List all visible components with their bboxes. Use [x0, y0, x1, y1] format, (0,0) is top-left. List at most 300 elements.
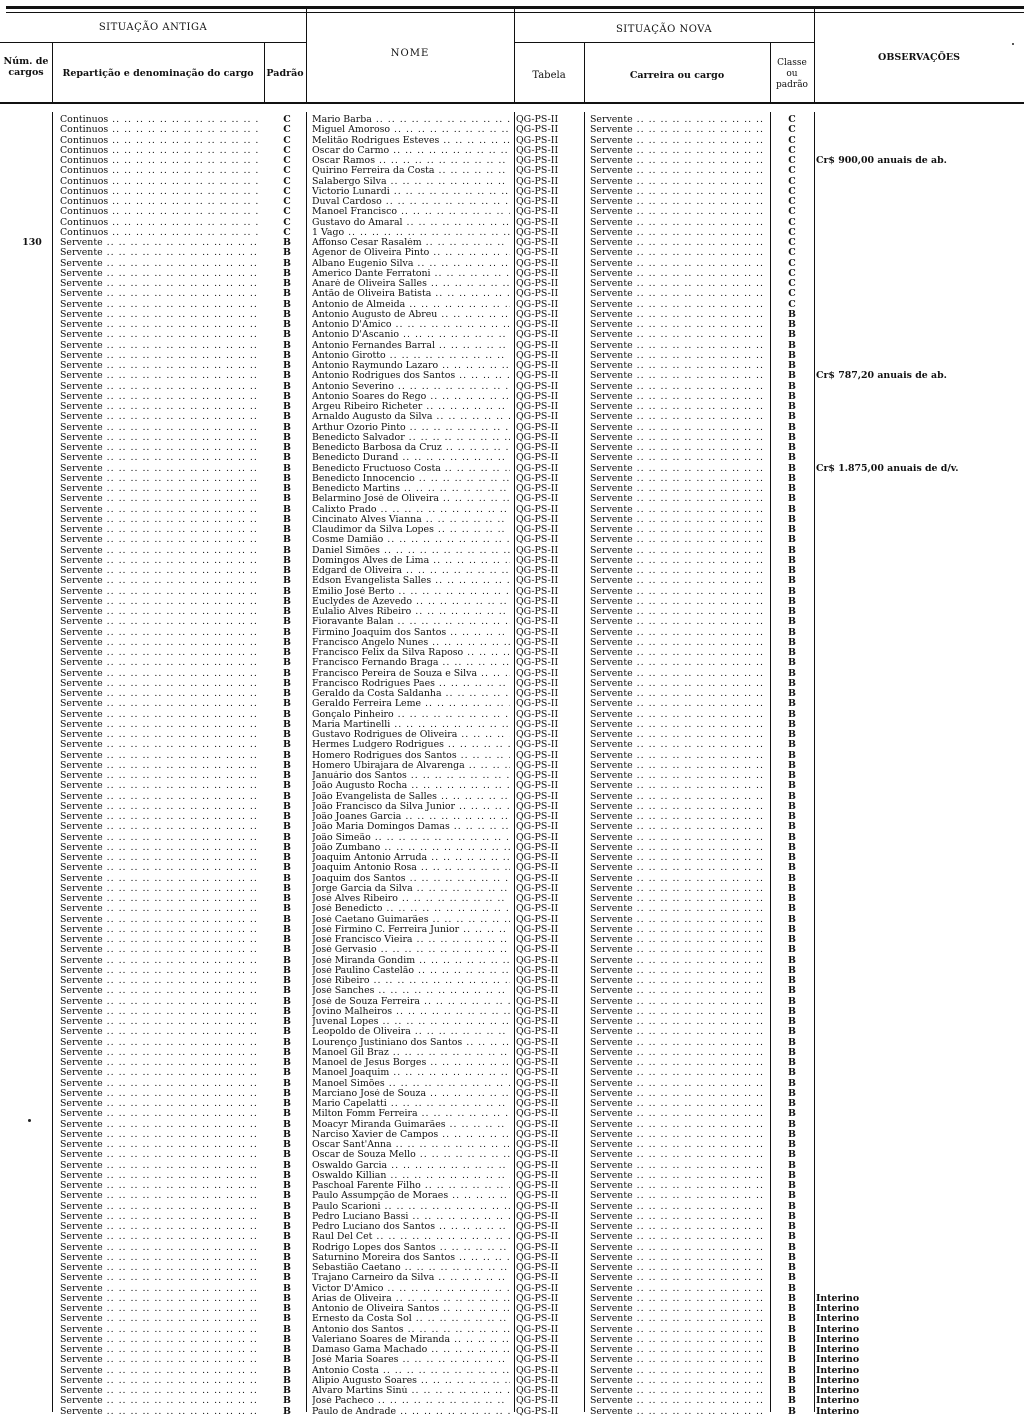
- reparticao-cell: Servente .. ..: [60, 597, 260, 607]
- classe-cell: B: [788, 381, 796, 392]
- nome-cell: João Zumbano .. ..: [312, 843, 510, 853]
- padrao-cell: C: [283, 207, 291, 218]
- padrao-cell: B: [283, 258, 291, 269]
- nome-cell: Francisco Fernando Braga .. ..: [312, 658, 510, 668]
- carreira-cell: Servente .. ..: [590, 187, 768, 197]
- nome-cell: Euclydes de Azevedo .. ..: [312, 597, 510, 607]
- classe-cell: B: [788, 1140, 796, 1150]
- nome-cell: Sebastião Caetano .. ..: [312, 1263, 510, 1273]
- reparticao-cell: Servente .. ..: [60, 382, 260, 392]
- observacao-cell: Interino: [816, 1334, 860, 1345]
- tabela-cell: QG-PS-II: [516, 473, 559, 484]
- table-row: [0, 894, 1032, 904]
- padrao-cell: B: [283, 514, 291, 525]
- reparticao-cell: Servente .. ..: [60, 402, 260, 412]
- tabela-cell: QG-PS-II: [516, 217, 559, 228]
- carreira-cell: Servente .. ..: [590, 976, 768, 986]
- classe-cell: B: [788, 1170, 796, 1181]
- table-row: [0, 1273, 1032, 1283]
- classe-cell: B: [788, 1375, 796, 1386]
- reparticao-cell: Servente .. ..: [60, 884, 260, 894]
- table-row: [0, 1109, 1032, 1119]
- table-row: [0, 259, 1032, 269]
- nome-cell: José Ribeiro .. ..: [312, 976, 510, 986]
- carreira-cell: Servente .. ..: [590, 371, 768, 381]
- carreira-cell: Servente .. ..: [590, 1161, 768, 1171]
- reparticao-cell: Servente .. ..: [60, 1161, 260, 1171]
- carreira-cell: Servente .. ..: [590, 894, 768, 904]
- tabela-cell: QG-PS-II: [516, 402, 559, 412]
- nome-cell: Geraldo Ferreira Leme .. ..: [312, 699, 510, 709]
- tabela-cell: QG-PS-II: [516, 238, 559, 248]
- tabela-cell: QG-PS-II: [516, 596, 559, 607]
- table-row: [0, 1150, 1032, 1160]
- carreira-cell: Servente .. ..: [590, 525, 768, 535]
- padrao-cell: B: [283, 422, 291, 433]
- tabela-cell: QG-PS-II: [516, 781, 559, 792]
- classe-cell: B: [788, 566, 796, 576]
- padrao-cell: B: [283, 945, 291, 956]
- tabela-cell: QG-PS-II: [516, 1140, 559, 1150]
- carreira-cell: Servente .. ..: [590, 1325, 768, 1335]
- table-row: [0, 156, 1032, 166]
- padrao-cell: B: [283, 1068, 291, 1079]
- carreira-cell: Servente .. ..: [590, 259, 768, 269]
- table-row: [0, 1068, 1032, 1078]
- carreira-cell: Servente .. ..: [590, 669, 768, 679]
- nome-cell: Manoel de Jesus Borges .. ..: [312, 1058, 510, 1068]
- header-situacao-antiga: SITUAÇÃO ANTIGA: [98, 22, 208, 33]
- classe-cell: B: [788, 586, 796, 597]
- classe-cell: B: [788, 771, 796, 781]
- table-row: [0, 546, 1032, 556]
- header-divider-left: [0, 42, 306, 43]
- reparticao-cell: Servente .. ..: [60, 361, 260, 371]
- classe-cell: B: [788, 709, 796, 720]
- nome-cell: José Francisco Vieira .. ..: [312, 935, 510, 945]
- observacao-cell: Interino: [816, 1314, 860, 1325]
- tabela-cell: QG-PS-II: [516, 863, 559, 874]
- classe-cell: B: [788, 1150, 796, 1161]
- classe-cell: B: [788, 924, 796, 935]
- table-row: [0, 310, 1032, 320]
- padrao-cell: B: [283, 955, 291, 966]
- tabela-cell: QG-PS-II: [516, 1150, 559, 1161]
- tabela-cell: QG-PS-II: [516, 586, 559, 597]
- tabela-cell: QG-PS-II: [516, 1375, 559, 1386]
- nome-cell: Joaquim Antonio Rosa .. ..: [312, 863, 510, 873]
- nome-cell: Saturnino Moreira dos Santos .. ..: [312, 1253, 510, 1263]
- table-row: [0, 392, 1032, 402]
- padrao-cell: B: [283, 586, 291, 597]
- carreira-cell: Servente .. ..: [590, 597, 768, 607]
- padrao-cell: B: [283, 576, 291, 587]
- observacao-cell: Interino: [816, 1365, 860, 1376]
- reparticao-cell: Servente .. ..: [60, 1386, 260, 1396]
- carreira-cell: Servente .. ..: [590, 474, 768, 484]
- padrao-cell: B: [283, 320, 291, 330]
- nome-cell: Miguel Amoroso .. ..: [312, 125, 510, 135]
- reparticao-cell: Servente .. ..: [60, 822, 260, 832]
- nome-cell: Manoel Gil Braz .. ..: [312, 1048, 510, 1058]
- reparticao-cell: Servente .. ..: [60, 1396, 260, 1406]
- tabela-cell: QG-PS-II: [516, 924, 559, 935]
- nome-cell: José Pacheco .. ..: [312, 1396, 510, 1406]
- nome-cell: João Augusto Rocha .. ..: [312, 781, 510, 791]
- classe-cell: B: [788, 637, 796, 648]
- carreira-cell: Servente .. ..: [590, 751, 768, 761]
- nome-cell: Paulo Assumpção de Moraes .. ..: [312, 1191, 510, 1201]
- tabela-cell: QG-PS-II: [516, 1293, 559, 1304]
- classe-cell: B: [788, 432, 796, 443]
- padrao-cell: B: [283, 1242, 291, 1253]
- carreira-cell: Servente .. ..: [590, 515, 768, 525]
- classe-cell: B: [788, 699, 796, 710]
- nome-cell: José Paulino Castelão .. ..: [312, 966, 510, 976]
- tabela-cell: QG-PS-II: [516, 730, 559, 740]
- table-row: [0, 115, 1032, 125]
- tabela-cell: QG-PS-II: [516, 678, 559, 689]
- reparticao-cell: Servente .. ..: [60, 1273, 260, 1283]
- tabela-cell: QG-PS-II: [516, 176, 559, 187]
- nome-cell: Alipio Augusto Soares .. ..: [312, 1376, 510, 1386]
- table-row: [0, 597, 1032, 607]
- tabela-cell: QG-PS-II: [516, 1232, 559, 1243]
- classe-cell: B: [788, 473, 796, 484]
- table-row: [0, 781, 1032, 791]
- classe-cell: B: [788, 514, 796, 525]
- padrao-cell: B: [283, 658, 291, 669]
- classe-cell: B: [788, 863, 796, 874]
- padrao-cell: B: [283, 719, 291, 730]
- table-header: [0, 8, 1032, 103]
- nome-cell: Joaquim Antonio Arruda .. ..: [312, 853, 510, 863]
- table-row: [0, 833, 1032, 843]
- observacao-cell: Interino: [816, 1304, 860, 1314]
- nome-cell: Francisco Felix da Silva Raposo .. ..: [312, 648, 510, 658]
- reparticao-cell: Servente .. ..: [60, 351, 260, 361]
- nome-cell: João Simeão .. ..: [312, 833, 510, 843]
- reparticao-cell: Servente .. ..: [60, 546, 260, 556]
- nome-cell: Antonio dos Santos .. ..: [312, 1325, 510, 1335]
- reparticao-cell: Servente .. ..: [60, 1294, 260, 1304]
- table-row: [0, 1027, 1032, 1037]
- classe-cell: B: [788, 1283, 796, 1294]
- carreira-cell: Servente .. ..: [590, 423, 768, 433]
- padrao-cell: B: [283, 596, 291, 607]
- carreira-cell: Servente .. ..: [590, 833, 768, 843]
- tabela-cell: QG-PS-II: [516, 1406, 559, 1417]
- table-row: [0, 771, 1032, 781]
- carreira-cell: Servente .. ..: [590, 1345, 768, 1355]
- nome-cell: Ernesto da Costa Sol .. ..: [312, 1314, 510, 1324]
- classe-cell: B: [788, 678, 796, 689]
- tabela-cell: QG-PS-II: [516, 617, 559, 628]
- observacao-cell: Interino: [816, 1375, 860, 1386]
- padrao-cell: B: [283, 678, 291, 689]
- tabela-cell: QG-PS-II: [516, 525, 559, 535]
- carreira-cell: Servente .. ..: [590, 1079, 768, 1089]
- padrao-cell: B: [283, 617, 291, 628]
- nome-cell: Manoel Francisco .. ..: [312, 207, 510, 217]
- reparticao-cell: Servente .. ..: [60, 1140, 260, 1150]
- padrao-cell: B: [283, 1345, 291, 1355]
- table-row: [0, 802, 1032, 812]
- table-row: [0, 576, 1032, 586]
- table-row: [0, 1161, 1032, 1171]
- table-row: [0, 330, 1032, 340]
- classe-cell: B: [788, 1334, 796, 1345]
- nome-cell: José Alves Ribeiro .. ..: [312, 894, 510, 904]
- padrao-cell: B: [283, 1099, 291, 1109]
- carreira-cell: Servente .. ..: [590, 966, 768, 976]
- tabela-cell: QG-PS-II: [516, 299, 559, 310]
- table-row: [0, 669, 1032, 679]
- table-row: [0, 494, 1032, 504]
- nome-cell: Narciso Xavier de Campos .. ..: [312, 1130, 510, 1140]
- carreira-cell: Servente .. ..: [590, 1017, 768, 1027]
- classe-cell: B: [788, 1191, 796, 1202]
- table-row: [0, 371, 1032, 381]
- carreira-cell: Servente .. ..: [590, 125, 768, 135]
- reparticao-cell: Servente .. ..: [60, 433, 260, 443]
- table-row: [0, 904, 1032, 914]
- reparticao-cell: Servente .. ..: [60, 1335, 260, 1345]
- reparticao-cell: Servente .. ..: [60, 453, 260, 463]
- classe-cell: B: [788, 453, 796, 464]
- padrao-cell: B: [283, 1181, 291, 1191]
- reparticao-cell: Servente .. ..: [60, 699, 260, 709]
- carreira-cell: Servente .. ..: [590, 1294, 768, 1304]
- padrao-cell: B: [283, 248, 291, 259]
- classe-cell: C: [788, 125, 796, 136]
- table-row: [0, 761, 1032, 771]
- reparticao-cell: Servente .. ..: [60, 894, 260, 904]
- reparticao-cell: Continuos .. ..: [60, 218, 260, 228]
- table-row: [0, 1079, 1032, 1089]
- tabela-cell: QG-PS-II: [516, 309, 559, 320]
- tabela-cell: QG-PS-II: [516, 279, 559, 289]
- padrao-cell: B: [283, 699, 291, 710]
- reparticao-cell: Servente .. ..: [60, 484, 260, 494]
- padrao-cell: B: [283, 1211, 291, 1222]
- padrao-cell: B: [283, 412, 291, 423]
- table-row: [0, 956, 1032, 966]
- classe-cell: B: [788, 842, 796, 853]
- reparticao-cell: Servente .. ..: [60, 341, 260, 351]
- reparticao-cell: Servente .. ..: [60, 638, 260, 648]
- reparticao-cell: Servente .. ..: [60, 556, 260, 566]
- padrao-cell: C: [283, 186, 291, 197]
- padrao-cell: B: [283, 1293, 291, 1304]
- table-row: [0, 1120, 1032, 1130]
- tabela-cell: QG-PS-II: [516, 894, 559, 904]
- nome-cell: José Caetano Guimarães .. ..: [312, 915, 510, 925]
- nome-cell: Antonio Girotto .. ..: [312, 351, 510, 361]
- carreira-cell: Servente .. ..: [590, 771, 768, 781]
- classe-cell: B: [788, 504, 796, 515]
- table-row: [0, 751, 1032, 761]
- classe-cell: B: [788, 689, 796, 699]
- nome-cell: Antonio Severino .. ..: [312, 382, 510, 392]
- carreira-cell: Servente .. ..: [590, 279, 768, 289]
- carreira-cell: Servente .. ..: [590, 1304, 768, 1314]
- classe-cell: B: [788, 1109, 796, 1120]
- tabela-cell: QG-PS-II: [516, 197, 559, 207]
- reparticao-cell: Servente .. ..: [60, 1089, 260, 1099]
- nome-cell: João Maria Domingos Damas .. ..: [312, 822, 510, 832]
- reparticao-cell: Servente .. ..: [60, 1212, 260, 1222]
- tabela-cell: QG-PS-II: [516, 535, 559, 546]
- tabela-cell: QG-PS-II: [516, 812, 559, 822]
- tabela-cell: QG-PS-II: [516, 627, 559, 638]
- reparticao-cell: Servente .. ..: [60, 1355, 260, 1365]
- tabela-cell: QG-PS-II: [516, 1324, 559, 1335]
- classe-cell: B: [788, 330, 796, 341]
- padrao-cell: B: [283, 1232, 291, 1243]
- table-row: [0, 361, 1032, 371]
- nome-cell: Affonso Cesar Rasalém .. ..: [312, 238, 510, 248]
- reparticao-cell: Continuos .. ..: [60, 136, 260, 146]
- classe-cell: B: [788, 484, 796, 494]
- padrao-cell: B: [283, 894, 291, 904]
- reparticao-cell: Servente .. ..: [60, 976, 260, 986]
- nome-cell: Arthur Ozorio Pinto .. ..: [312, 423, 510, 433]
- carreira-cell: Servente .. ..: [590, 505, 768, 515]
- nome-cell: Valeriano Soares de Miranda .. ..: [312, 1335, 510, 1345]
- classe-cell: B: [788, 832, 796, 843]
- reparticao-cell: Servente .. ..: [60, 566, 260, 576]
- reparticao-cell: Servente .. ..: [60, 515, 260, 525]
- observacao-cell: Cr$ 1.875,00 anuais de d/v.: [816, 463, 959, 474]
- nome-cell: Juvenal Lopes .. ..: [312, 1017, 510, 1027]
- padrao-cell: B: [283, 832, 291, 843]
- carreira-cell: Servente .. ..: [590, 1263, 768, 1273]
- table-row: [0, 730, 1032, 740]
- classe-cell: B: [788, 422, 796, 433]
- classe-cell: B: [788, 525, 796, 535]
- nome-cell: José Maria Soares .. ..: [312, 1355, 510, 1365]
- reparticao-cell: Servente .. ..: [60, 289, 260, 299]
- padrao-cell: B: [283, 986, 291, 997]
- padrao-cell: B: [283, 976, 291, 986]
- tabela-cell: QG-PS-II: [516, 371, 559, 382]
- tabela-cell: QG-PS-II: [516, 965, 559, 976]
- header-bottom-rule: [0, 102, 1024, 104]
- nome-cell: Marciano José de Souza .. ..: [312, 1089, 510, 1099]
- carreira-cell: Servente .. ..: [590, 935, 768, 945]
- padrao-cell: B: [283, 1078, 291, 1089]
- nome-cell: Antonio de Oliveira Santos .. ..: [312, 1304, 510, 1314]
- padrao-cell: B: [283, 1324, 291, 1335]
- table-row: [0, 607, 1032, 617]
- nome-cell: Francisco Pereira de Souza e Silva .. ..: [312, 669, 510, 679]
- classe-cell: B: [788, 361, 796, 371]
- table-row: [0, 166, 1032, 176]
- tabela-cell: QG-PS-II: [516, 1058, 559, 1068]
- classe-cell: B: [788, 627, 796, 638]
- tabela-cell: QG-PS-II: [516, 514, 559, 525]
- carreira-cell: Servente .. ..: [590, 320, 768, 330]
- table-row: [0, 515, 1032, 525]
- padrao-cell: C: [283, 115, 291, 125]
- table-row: [0, 1325, 1032, 1335]
- classe-cell: B: [788, 914, 796, 925]
- nome-cell: Januário dos Santos .. ..: [312, 771, 510, 781]
- classe-cell: C: [788, 115, 796, 125]
- tabela-cell: QG-PS-II: [516, 637, 559, 648]
- padrao-cell: B: [283, 279, 291, 289]
- classe-cell: B: [788, 668, 796, 679]
- tabela-cell: QG-PS-II: [516, 976, 559, 986]
- table-row: [0, 925, 1032, 935]
- tabela-cell: QG-PS-II: [516, 1201, 559, 1212]
- carreira-cell: Servente .. ..: [590, 1253, 768, 1263]
- classe-cell: B: [788, 1242, 796, 1253]
- tabela-cell: QG-PS-II: [516, 340, 559, 351]
- padrao-cell: B: [283, 812, 291, 822]
- classe-cell: B: [788, 935, 796, 945]
- table-row: [0, 863, 1032, 873]
- reparticao-cell: Servente .. ..: [60, 330, 260, 340]
- classe-cell: B: [788, 1232, 796, 1243]
- table-row: [0, 792, 1032, 802]
- carreira-cell: Servente .. ..: [590, 433, 768, 443]
- table-row: [0, 556, 1032, 566]
- header-divider-right: [514, 42, 814, 43]
- padrao-cell: B: [283, 340, 291, 351]
- tabela-cell: QG-PS-II: [516, 883, 559, 894]
- padrao-cell: B: [283, 402, 291, 412]
- padrao-cell: B: [283, 781, 291, 792]
- padrao-cell: C: [283, 145, 291, 156]
- padrao-cell: B: [283, 1170, 291, 1181]
- carreira-cell: Servente .. ..: [590, 361, 768, 371]
- classe-cell: B: [788, 1160, 796, 1171]
- padrao-cell: C: [283, 156, 291, 166]
- padrao-cell: B: [283, 965, 291, 976]
- reparticao-cell: Servente .. ..: [60, 269, 260, 279]
- classe-cell: B: [788, 1088, 796, 1099]
- reparticao-cell: Servente .. ..: [60, 279, 260, 289]
- classe-cell: B: [788, 1099, 796, 1109]
- tabela-cell: QG-PS-II: [516, 412, 559, 423]
- table-row: [0, 1089, 1032, 1099]
- nome-cell: José Gervasio .. ..: [312, 945, 510, 955]
- padrao-cell: B: [283, 904, 291, 915]
- classe-cell: B: [788, 1263, 796, 1273]
- tabela-cell: QG-PS-II: [516, 914, 559, 925]
- table-row: [0, 710, 1032, 720]
- header-classe: Classe ou padrão: [776, 58, 808, 90]
- table-row: [0, 1314, 1032, 1324]
- tabela-cell: QG-PS-II: [516, 156, 559, 166]
- observacao-cell: Interino: [816, 1293, 860, 1304]
- table-row: [0, 1407, 1032, 1417]
- table-row: [0, 638, 1032, 648]
- observacao-cell: Interino: [816, 1324, 860, 1335]
- reparticao-cell: Servente .. ..: [60, 761, 260, 771]
- classe-cell: B: [788, 309, 796, 320]
- nome-cell: Gonçalo Pinheiro .. ..: [312, 710, 510, 720]
- tabela-cell: QG-PS-II: [516, 555, 559, 566]
- table-row: [0, 986, 1032, 996]
- classe-cell: B: [788, 1386, 796, 1396]
- nome-cell: Oswaldo Killian .. ..: [312, 1171, 510, 1181]
- carreira-cell: Servente .. ..: [590, 710, 768, 720]
- reparticao-cell: Continuos .. ..: [60, 228, 260, 238]
- nome-cell: José de Souza Ferreira .. ..: [312, 997, 510, 1007]
